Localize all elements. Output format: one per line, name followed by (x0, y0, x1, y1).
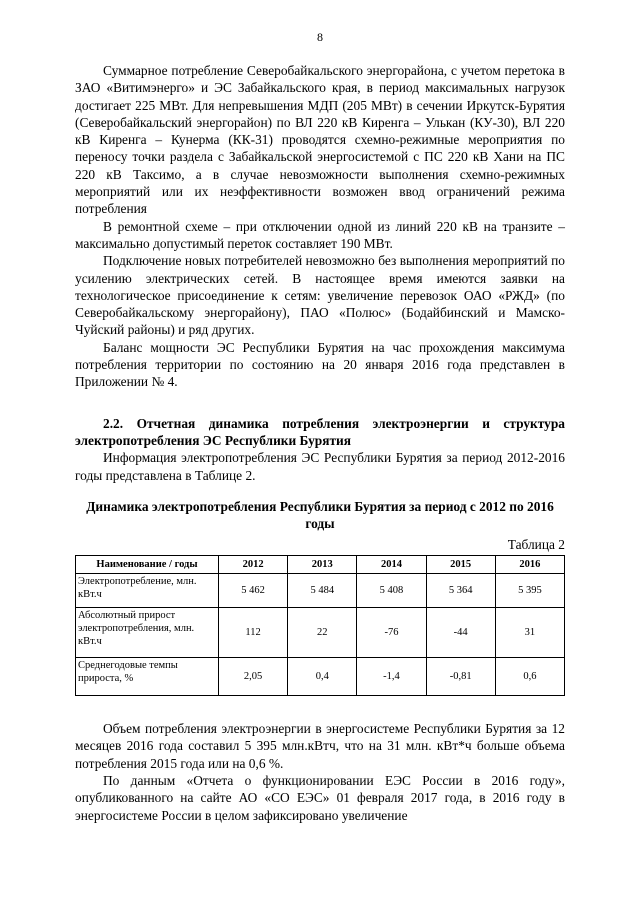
table-title: Динамика электропотребления Республики Бурятия за период с 2012 по 2016 годы (86, 498, 554, 531)
table-cell: 31 (495, 608, 564, 658)
paragraph: По данным «Отчета о функционировании ЕЭС России в 2016 году», опубликованного на сайте АО «СО ЕЭС» 01 февраля 2017 года, в 2016 году в энергосистеме России в целом зафиксировано увеличение (75, 773, 565, 823)
header-cell: 2015 (426, 556, 495, 574)
table-cell: 5 408 (357, 574, 426, 608)
document-body (75, 62, 565, 824)
page-number: 8 (317, 30, 323, 44)
row-label: Среднегодовые темпы прироста, % (76, 658, 219, 696)
table-cell: 0,6 (495, 658, 564, 696)
header-cell: 2012 (219, 556, 288, 574)
paragraph: Объем потребления электроэнергии в энергосистеме Республики Бурятия за 12 месяцев 2016 года составил 5 395 млн.кВтч, что на 31 млн. кВт*ч больше объема потребления 2015 года или на 0,6 %. (75, 721, 565, 771)
row-label: Электропотребление, млн. кВт.ч (76, 574, 219, 608)
header-cell: 2014 (357, 556, 426, 574)
table-cell: -1,4 (357, 658, 426, 696)
consumption-table (75, 555, 565, 696)
table-cell: 5 484 (288, 574, 357, 608)
table-cell: 112 (219, 608, 288, 658)
paragraph: Суммарное потребление Северобайкальского энергорайона, с учетом перетока в ЗАО «Витимэнерго» и ЭС Забайкальского края, в период максимальных нагрузок достигает 225 МВт. Для непревышения МДП (205 МВт) в сечении Иркутск-Бурятия (Северобайкальский энергорайон) по ВЛ 220 кВ Киренга – Улькан (КУ-30), ВЛ 220 кВ Киренга – Кунерма (КК-31) проводятся схемно-режимные мероприятия по переносу точки раздела с Забайкальской энергосистемой с ПС 220 кВ Хани на ПС 220 кВ Таксимо, а в случае невозможности выполнения схемно-режимных мероприятий или их неэффективности возможен ввод ограничений режима потребления (75, 63, 565, 217)
table-row (76, 608, 565, 658)
header-cell: 2013 (288, 556, 357, 574)
table-cell: 22 (288, 608, 357, 658)
row-label: Абсолютный прирост электропотребления, млн. кВт.ч (76, 608, 219, 658)
section-intro: Информация электропотребления ЭС Республики Бурятия за период 2012-2016 годы представлена в Таблице 2. (75, 450, 565, 483)
table-header-row (76, 556, 565, 574)
table-row (76, 574, 565, 608)
table-cell: 5 395 (495, 574, 564, 608)
table-cell: -76 (357, 608, 426, 658)
paragraph: Баланс мощности ЭС Республики Бурятия на час прохождения максимума потребления территории по состоянию на 20 января 2016 года представлен в Приложении № 4. (75, 339, 565, 390)
paragraph: В ремонтной схеме – при отключении одной из линий 220 кВ на транзите – максимально допустимый переток составляет 190 МВт. (75, 218, 565, 251)
table-cell: -0,81 (426, 658, 495, 696)
section-heading: 2.2. Отчетная динамика потребления электроэнергии и структура электропотребления ЭС Республики Бурятия (75, 415, 565, 448)
table-cell: -44 (426, 608, 495, 658)
table-cell: 5 364 (426, 574, 495, 608)
table-cell: 2,05 (219, 658, 288, 696)
table-label: Таблица 2 (507, 536, 565, 552)
header-cell: 2016 (495, 556, 564, 574)
paragraph: Подключение новых потребителей невозможно без выполнения мероприятий по усилению электрических сетей. В настоящее время имеются заявки на технологическое присоединение к сетям: увеличение перевозок ОАО «РЖД» (по Северобайкальскому энергорайону), ПАО «Полюс» (Бодайбинский и Мамско-Чуйский районы) и ряд других. (75, 253, 565, 338)
table-cell: 5 462 (219, 574, 288, 608)
table-row (76, 658, 565, 696)
header-cell: Наименование / годы (76, 556, 219, 574)
table-cell: 0,4 (288, 658, 357, 696)
